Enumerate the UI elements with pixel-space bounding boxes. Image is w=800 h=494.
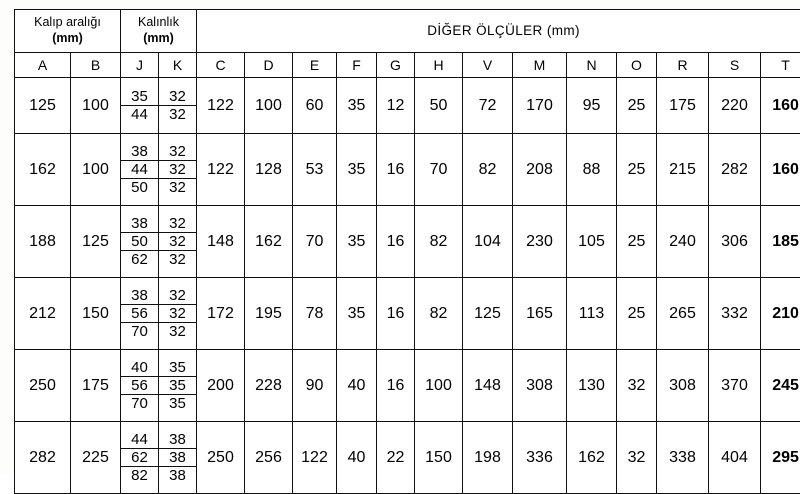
cell-j-value: 56 <box>121 377 158 395</box>
column-header-s: S <box>709 53 761 78</box>
cell-k-value: 32 <box>159 305 196 323</box>
table-header-letters <box>15 53 800 78</box>
cell-r: 308 <box>657 350 709 422</box>
cell-h: 70 <box>415 134 463 206</box>
cell-k-value: 32 <box>159 106 196 123</box>
column-header-e: E <box>293 53 337 78</box>
cell-a: 125 <box>15 78 71 134</box>
cell-b: 225 <box>71 422 121 494</box>
cell-a: 282 <box>15 422 71 494</box>
column-header-a: A <box>15 53 71 78</box>
column-header-n: N <box>567 53 617 78</box>
cell-s: 332 <box>709 278 761 350</box>
header-group-title: DİĞER ÖLÇÜLER (mm) <box>427 23 580 38</box>
cell-o: 25 <box>617 78 657 134</box>
column-header-f: F <box>337 53 377 78</box>
cell-k-value: 32 <box>159 215 196 233</box>
cell-k-value: 32 <box>159 88 196 106</box>
cell-d: 195 <box>245 278 293 350</box>
cell-j <box>121 350 159 422</box>
cell-s: 306 <box>709 206 761 278</box>
cell-t: 210 <box>761 278 800 350</box>
cell-d: 256 <box>245 422 293 494</box>
cell-m: 170 <box>513 78 567 134</box>
column-header-o: O <box>617 53 657 78</box>
cell-h: 82 <box>415 206 463 278</box>
cell-v: 198 <box>463 422 513 494</box>
column-header-k: K <box>159 53 197 78</box>
column-header-g: G <box>377 53 415 78</box>
cell-j-value: 62 <box>121 449 158 467</box>
cell-h: 82 <box>415 278 463 350</box>
cell-h: 50 <box>415 78 463 134</box>
cell-g: 16 <box>377 278 415 350</box>
cell-s: 404 <box>709 422 761 494</box>
cell-c: 172 <box>197 278 245 350</box>
cell-k <box>159 278 197 350</box>
cell-f: 40 <box>337 422 377 494</box>
cell-j <box>121 78 159 134</box>
cell-k <box>159 78 197 134</box>
cell-h: 100 <box>415 350 463 422</box>
column-header-d: D <box>245 53 293 78</box>
cell-r: 175 <box>657 78 709 134</box>
column-header-m: M <box>513 53 567 78</box>
cell-f: 35 <box>337 134 377 206</box>
cell-g: 22 <box>377 422 415 494</box>
header-group-diger-olculer <box>197 10 800 53</box>
cell-k-value: 32 <box>159 251 196 268</box>
cell-n: 88 <box>567 134 617 206</box>
header-group-kalinlik <box>121 10 197 53</box>
cell-k-value: 35 <box>159 377 196 395</box>
cell-k <box>159 134 197 206</box>
cell-j-value: 44 <box>121 106 158 123</box>
cell-a: 162 <box>15 134 71 206</box>
cell-v: 72 <box>463 78 513 134</box>
cell-s: 370 <box>709 350 761 422</box>
cell-t: 185 <box>761 206 800 278</box>
cell-a: 250 <box>15 350 71 422</box>
cell-f: 35 <box>337 278 377 350</box>
cell-t: 160 <box>761 78 800 134</box>
cell-g: 16 <box>377 350 415 422</box>
cell-j <box>121 422 159 494</box>
cell-e: 70 <box>293 206 337 278</box>
cell-o: 32 <box>617 350 657 422</box>
cell-k-value: 38 <box>159 431 196 449</box>
cell-n: 105 <box>567 206 617 278</box>
cell-m: 165 <box>513 278 567 350</box>
cell-j <box>121 278 159 350</box>
cell-k <box>159 206 197 278</box>
cell-b: 125 <box>71 206 121 278</box>
cell-b: 150 <box>71 278 121 350</box>
cell-k <box>159 422 197 494</box>
cell-e: 53 <box>293 134 337 206</box>
cell-r: 265 <box>657 278 709 350</box>
cell-c: 122 <box>197 78 245 134</box>
cell-k-value: 35 <box>159 359 196 377</box>
cell-n: 95 <box>567 78 617 134</box>
cell-k-value: 32 <box>159 287 196 305</box>
cell-g: 16 <box>377 206 415 278</box>
table-row <box>15 350 800 422</box>
cell-f: 35 <box>337 206 377 278</box>
cell-r: 215 <box>657 134 709 206</box>
header-group-unit: (mm) <box>121 31 196 47</box>
cell-j-value: 38 <box>121 215 158 233</box>
cell-m: 230 <box>513 206 567 278</box>
cell-c: 148 <box>197 206 245 278</box>
column-header-r: R <box>657 53 709 78</box>
cell-c: 200 <box>197 350 245 422</box>
cell-k-value: 32 <box>159 323 196 340</box>
cell-f: 35 <box>337 78 377 134</box>
cell-k-value: 32 <box>159 161 196 179</box>
cell-k-value: 35 <box>159 395 196 412</box>
cell-o: 32 <box>617 422 657 494</box>
cell-v: 82 <box>463 134 513 206</box>
cell-d: 128 <box>245 134 293 206</box>
cell-e: 78 <box>293 278 337 350</box>
cell-t: 245 <box>761 350 800 422</box>
table-row <box>15 278 800 350</box>
cell-o: 25 <box>617 134 657 206</box>
cell-a: 188 <box>15 206 71 278</box>
cell-t: 160 <box>761 134 800 206</box>
cell-b: 100 <box>71 134 121 206</box>
cell-c: 250 <box>197 422 245 494</box>
cell-j-value: 38 <box>121 143 158 161</box>
cell-o: 25 <box>617 206 657 278</box>
cell-j-value: 44 <box>121 431 158 449</box>
cell-k-value: 32 <box>159 233 196 251</box>
cell-s: 220 <box>709 78 761 134</box>
cell-t: 295 <box>761 422 800 494</box>
cell-j-value: 40 <box>121 359 158 377</box>
cell-v: 148 <box>463 350 513 422</box>
cell-o: 25 <box>617 278 657 350</box>
dimensions-table <box>14 9 800 494</box>
table-body <box>15 78 800 494</box>
cell-r: 338 <box>657 422 709 494</box>
cell-v: 104 <box>463 206 513 278</box>
cell-k-value: 32 <box>159 179 196 196</box>
cell-g: 16 <box>377 134 415 206</box>
table-row <box>15 206 800 278</box>
cell-k-value: 38 <box>159 467 196 484</box>
column-header-j: J <box>121 53 159 78</box>
cell-m: 308 <box>513 350 567 422</box>
cell-c: 122 <box>197 134 245 206</box>
column-header-t: T <box>761 53 800 78</box>
table-row <box>15 78 800 134</box>
cell-n: 113 <box>567 278 617 350</box>
table-row <box>15 422 800 494</box>
cell-j-value: 38 <box>121 287 158 305</box>
column-header-c: C <box>197 53 245 78</box>
cell-j <box>121 206 159 278</box>
cell-v: 125 <box>463 278 513 350</box>
cell-j-value: 82 <box>121 467 158 484</box>
cell-j-value: 35 <box>121 88 158 106</box>
cell-e: 122 <box>293 422 337 494</box>
header-group-unit: (mm) <box>15 31 120 47</box>
cell-d: 228 <box>245 350 293 422</box>
cell-j-value: 50 <box>121 179 158 196</box>
cell-n: 130 <box>567 350 617 422</box>
cell-j-value: 50 <box>121 233 158 251</box>
cell-h: 150 <box>415 422 463 494</box>
cell-j-value: 70 <box>121 395 158 412</box>
header-group-title: Kalınlık <box>138 15 179 29</box>
column-header-v: V <box>463 53 513 78</box>
cell-e: 60 <box>293 78 337 134</box>
cell-j <box>121 134 159 206</box>
cell-g: 12 <box>377 78 415 134</box>
cell-n: 162 <box>567 422 617 494</box>
cell-m: 336 <box>513 422 567 494</box>
header-group-kalip-araligi <box>15 10 121 53</box>
cell-s: 282 <box>709 134 761 206</box>
column-header-b: B <box>71 53 121 78</box>
cell-j-value: 70 <box>121 323 158 340</box>
cell-j-value: 62 <box>121 251 158 268</box>
cell-m: 208 <box>513 134 567 206</box>
cell-f: 40 <box>337 350 377 422</box>
column-header-h: H <box>415 53 463 78</box>
cell-b: 100 <box>71 78 121 134</box>
cell-k <box>159 350 197 422</box>
cell-b: 175 <box>71 350 121 422</box>
cell-a: 212 <box>15 278 71 350</box>
cell-e: 90 <box>293 350 337 422</box>
cell-k-value: 38 <box>159 449 196 467</box>
cell-j-value: 44 <box>121 161 158 179</box>
table-row <box>15 134 800 206</box>
cell-k-value: 32 <box>159 143 196 161</box>
cell-j-value: 56 <box>121 305 158 323</box>
cell-d: 162 <box>245 206 293 278</box>
cell-d: 100 <box>245 78 293 134</box>
header-group-title: Kalıp aralığı <box>34 15 101 29</box>
cell-r: 240 <box>657 206 709 278</box>
table-header-groups <box>15 10 800 53</box>
